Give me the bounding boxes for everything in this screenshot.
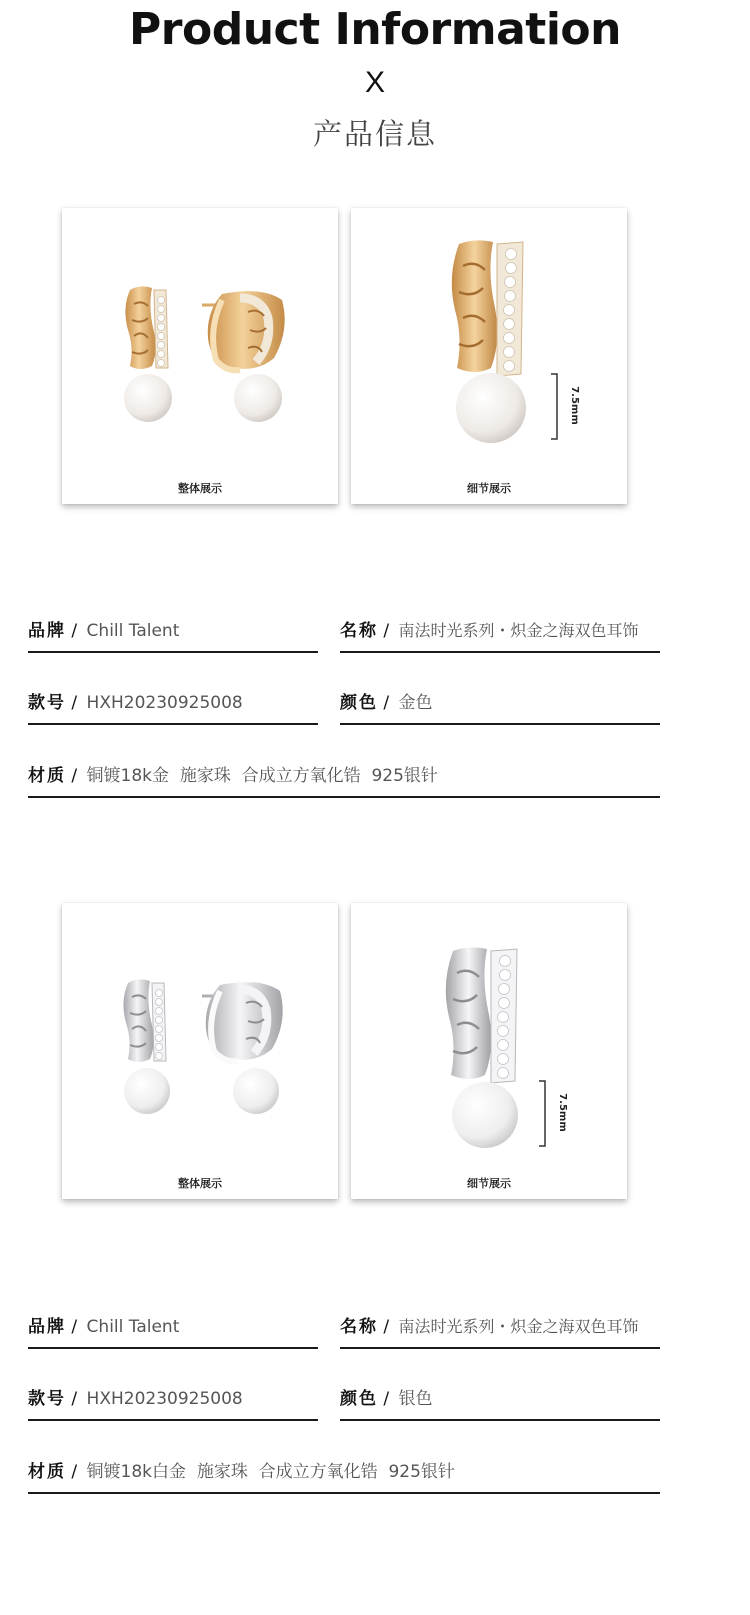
sku-value: HXH20230925008 [86,1389,243,1409]
gold-brand-field [28,611,318,653]
gold-detail-caption: 细节展示 [467,482,511,495]
sku-value: HXH20230925008 [86,693,243,713]
silver-color-field [340,1379,660,1421]
silver-detail-image-card[interactable] [351,903,627,1199]
gold-material-field [28,756,660,798]
gold-overall-image-card[interactable] [62,208,338,504]
gold-detail-image-card[interactable] [351,208,627,504]
brand-value: Chill Talent [86,621,180,641]
separator: / [71,766,78,786]
separator: / [71,621,78,641]
silver-overall-caption: 整体展示 [178,1177,222,1190]
silver-earring-detail-illustration [351,903,627,1199]
brand-label: 品牌 [28,1317,66,1337]
brand-value: Chill Talent [86,1317,180,1337]
name-value: 南法时光系列・炽金之海双色耳饰 [398,621,639,640]
silver-detail-caption: 细节展示 [467,1177,511,1190]
material-label: 材质 [28,1462,66,1482]
name-value: 南法时光系列・炽金之海双色耳饰 [398,1317,639,1336]
silver-name-field [340,1307,660,1349]
color-value: 金色 [398,693,433,713]
color-label: 颜色 [340,1389,378,1409]
separator: / [383,693,390,713]
gold-sku-field [28,683,318,725]
material-value: 铜镀18k金 施家珠 合成立方氧化锆 925银针 [86,766,438,786]
gold-overall-caption: 整体展示 [178,482,222,495]
material-value: 铜镀18k白金 施家珠 合成立方氧化锆 925银针 [86,1462,455,1482]
name-label: 名称 [340,1317,378,1337]
gold-dimension-label: 7.5mm [568,386,580,425]
material-label: 材质 [28,766,66,786]
gold-name-field [340,611,660,653]
silver-sku-field [28,1379,318,1421]
separator: / [71,1389,78,1409]
separator: / [71,1317,78,1337]
sku-label: 款号 [28,693,66,713]
name-label: 名称 [340,621,378,641]
silver-material-field [28,1452,660,1494]
silver-earrings-pair-illustration [62,903,338,1199]
page-title: Product Information [129,4,621,55]
gold-color-field [340,683,660,725]
gold-earrings-pair-illustration [62,208,338,504]
gold-earring-detail-illustration [351,208,627,504]
color-label: 颜色 [340,693,378,713]
separator: / [71,693,78,713]
silver-dimension-label: 7.5mm [556,1093,568,1132]
separator: / [383,1389,390,1409]
separator: / [71,1462,78,1482]
silver-brand-field [28,1307,318,1349]
color-value: 银色 [398,1389,433,1409]
separator: / [383,621,390,641]
silver-overall-image-card[interactable] [62,903,338,1199]
page-subtitle: 产品信息 [312,117,437,151]
separator: / [383,1317,390,1337]
sku-label: 款号 [28,1389,66,1409]
brand-label: 品牌 [28,621,66,641]
header-x-mark: X [364,66,385,99]
